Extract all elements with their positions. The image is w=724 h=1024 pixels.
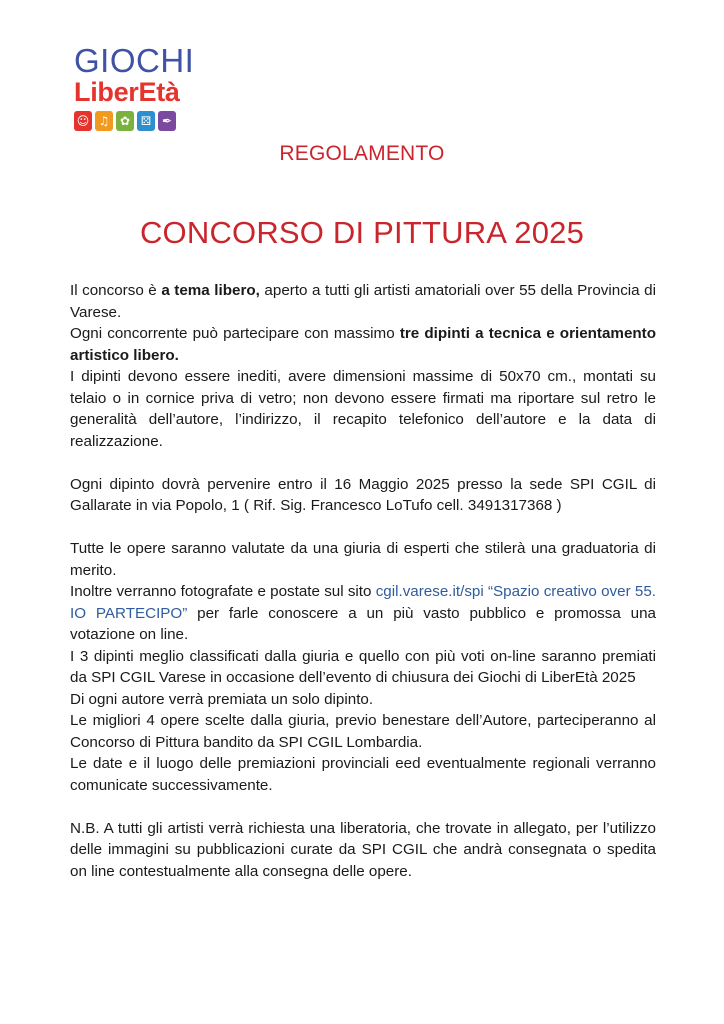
page-title: CONCORSO DI PITTURA 2025 (139, 215, 585, 250)
theme-emphasis: a tema libero, (161, 282, 260, 299)
logo-liberta-text: LiberEtà (74, 77, 180, 107)
paragraph-delivery: Ogni dipinto dovrà pervenire entro il 16 Maggio 2025 presso la sede SPI CGIL di Gallarate in via Popolo, 1 ( Rif. Sig. Francesco LoTufo cell. 3491317368 ) (70, 475, 656, 514)
palette-icon: ✿ (116, 111, 134, 131)
cgil-site-link[interactable]: cgil.varese.it/spi “Spazio creativo over 55. IO PARTECIPO” (70, 583, 656, 622)
giochi-liberta-logo (74, 44, 204, 131)
regolamento-heading: REGOLAMENTO (279, 142, 445, 165)
paragraph-jury: Tutte le opere saranno valutate da una giuria di esperti che stilerà una graduatoria di merito. (70, 540, 656, 579)
logo-icon-row (74, 111, 204, 131)
paragraph-requirements: I dipinti devono essere inediti, avere dimensioni massime di 50x70 cm., montati su telaio o in cornice priva di vetro; non devono essere firmati ma riportare sul retro le generalità dell’autore, l’indirizzo, il recapito telefonico dell’autore e la data di realizzazione. (70, 368, 656, 450)
paragraph-online: Inoltre verranno fotografate e postate sul sito cgil.varese.it/spi “Spazio creativo over 55. IO PARTECIPO” per farle conoscere a un più vasto pubblico e promossa una votazione on line. (70, 583, 656, 643)
rules-body (70, 280, 656, 882)
pen-nib-icon: ✒ (158, 111, 176, 131)
paragraph-one-prize: Di ogni autore verrà premiata un solo dipinto. (70, 690, 374, 708)
paragraph-nb: N.B. A tutti gli artisti verrà richiesta una liberatoria, che trovate in allegato, per l’utilizzo delle immagini su pubblicazioni curate da SPI CGIL che andrà consegnata o spedita on line contestualmente alla consegna delle opere. (70, 819, 656, 880)
paragraph-regional: Le migliori 4 opere scelte dalla giuria, previo benestare dell’Autore, parteciperanno al Concorso di Pittura bandito da SPI CGIL Lombardia. (70, 712, 656, 751)
entries-emphasis: tre dipinti a tecnica e orientamento artistico libero. (70, 325, 656, 364)
logo-giochi-text: GIOCHI (74, 42, 195, 79)
paragraph-entries: Ogni concorrente può partecipare con massimo tre dipinti a tecnica e orientamento artistico libero. (70, 325, 656, 364)
dice-icon: ⚄ (137, 111, 155, 131)
paragraph-prizes: I 3 dipinti meglio classificati dalla giuria e quello con più voti on-line saranno premiati da SPI CGIL Varese in occasione dell’evento di chiusura dei Giochi di LiberEtà 2025 (70, 647, 656, 686)
theater-masks-icon: ☺ (74, 111, 92, 131)
music-note-icon: ♫ (95, 111, 113, 131)
paragraph-theme: Il concorso è a tema libero, aperto a tutti gli artisti amatoriali over 55 della Provincia di Varese. (70, 282, 656, 321)
paragraph-dates: Le date e il luogo delle premiazioni provinciali eed eventualmente regionali verranno comunicate successivamente. (70, 755, 656, 794)
